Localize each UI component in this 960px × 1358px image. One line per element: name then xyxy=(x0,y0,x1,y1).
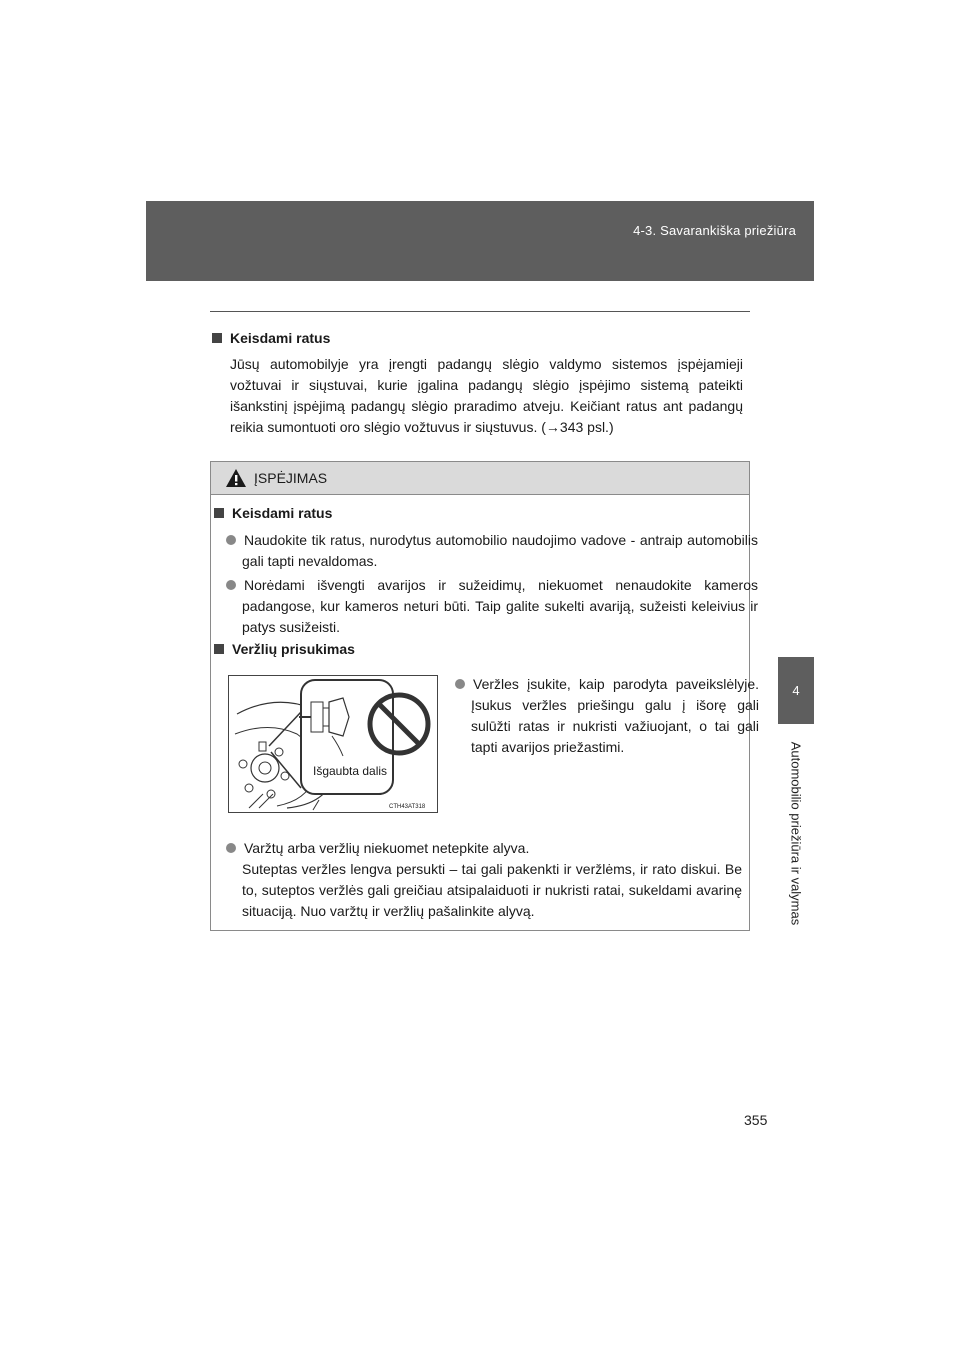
round-bullet-icon xyxy=(455,679,465,689)
warning-bullet-3 xyxy=(455,674,759,758)
warning-subheading-1 xyxy=(214,505,332,521)
warning-bullet-2-text: Norėdami išvengti avarijos ir sužeidimų, niekuomet nenaudokite kameros padangose, kur kameros neturi būti. Taip galite sukelti avariją, sužeisti keleivius ir patys susižeisti. xyxy=(242,577,758,635)
warning-bullet-1-text: Naudokite tik ratus, nurodytus automobilio naudojimo vadove - antraip automobilis gali tapti nevaldomas. xyxy=(242,532,758,569)
wheel-nut-illustration xyxy=(229,676,437,812)
warning-bullet-3-text: Veržles įsukite, kaip parodyta paveikslėlyje. Įsukus veržles priešingu galu į išorę gali sulūžti ratas ir nukristi važiuojant, o tai gali tapti avarijos priežastimi. xyxy=(471,676,759,755)
square-bullet-icon xyxy=(214,644,224,654)
warning-triangle-icon xyxy=(225,468,247,488)
square-bullet-icon xyxy=(212,333,222,343)
chapter-tab: 4 xyxy=(778,657,814,724)
warning-bullet-1 xyxy=(226,530,758,572)
warning-subheading-1-text: Keisdami ratus xyxy=(232,505,333,521)
warning-title: ĮSPĖJIMAS xyxy=(254,470,328,486)
divider xyxy=(210,311,750,312)
square-bullet-icon xyxy=(214,508,224,518)
intro-paragraph: Jūsų automobilyje yra įrengti padangų slėgio valdymo sistemos įspėjamieji vožtuvai ir siųstuvai, kurie įgalina padangų slėgio įspėjimo sistemą pateikti išankstinį įspėjimą padangų slėgio praradimo atveju. Keičiant ratus ant padangų reikia sumontuoti oro slėgio vožtuvus ir siųstuvus. (→343 psl.) xyxy=(230,356,743,435)
warning-box xyxy=(210,461,759,931)
page-number: 355 xyxy=(744,1112,768,1128)
round-bullet-icon xyxy=(226,535,236,545)
figure-code: CTH43AT318 xyxy=(389,804,426,810)
warning-bullet-4-line2: Suteptas veržles lengva persukti – tai gali pakenkti ir veržlėms, ir rato diskui. Be to, suteptos veržlės gali greičiau atsipalaiduoti ir nukristi ratai, sukeldami avarinę situaciją. Nuo varžtų ir veržlių pašalinkite alyvą. xyxy=(242,861,742,919)
round-bullet-icon xyxy=(226,580,236,590)
warning-bullet-2 xyxy=(226,575,758,638)
warning-bullet-4-line1: Varžtų arba veržlių niekuomet netepkite alyva. xyxy=(244,840,530,856)
warning-header xyxy=(211,462,749,495)
figure-caption: Išgaubta dalis xyxy=(313,764,388,778)
round-bullet-icon xyxy=(226,843,236,853)
section-heading xyxy=(212,330,330,346)
section-heading-text: Keisdami ratus xyxy=(230,330,331,346)
warning-subheading-2-text: Veržlių prisukimas xyxy=(232,641,355,657)
warning-subheading-2 xyxy=(214,641,355,657)
section-title: 4-3. Savarankiška priežiūra xyxy=(633,223,796,238)
header-band xyxy=(146,201,814,281)
wheel-nut-figure xyxy=(228,675,438,813)
warning-bullet-4 xyxy=(226,838,742,922)
chapter-label-text: Automobilio priežiūra ir valymas xyxy=(788,741,804,926)
warning-bullet-4-first-line xyxy=(242,838,742,859)
